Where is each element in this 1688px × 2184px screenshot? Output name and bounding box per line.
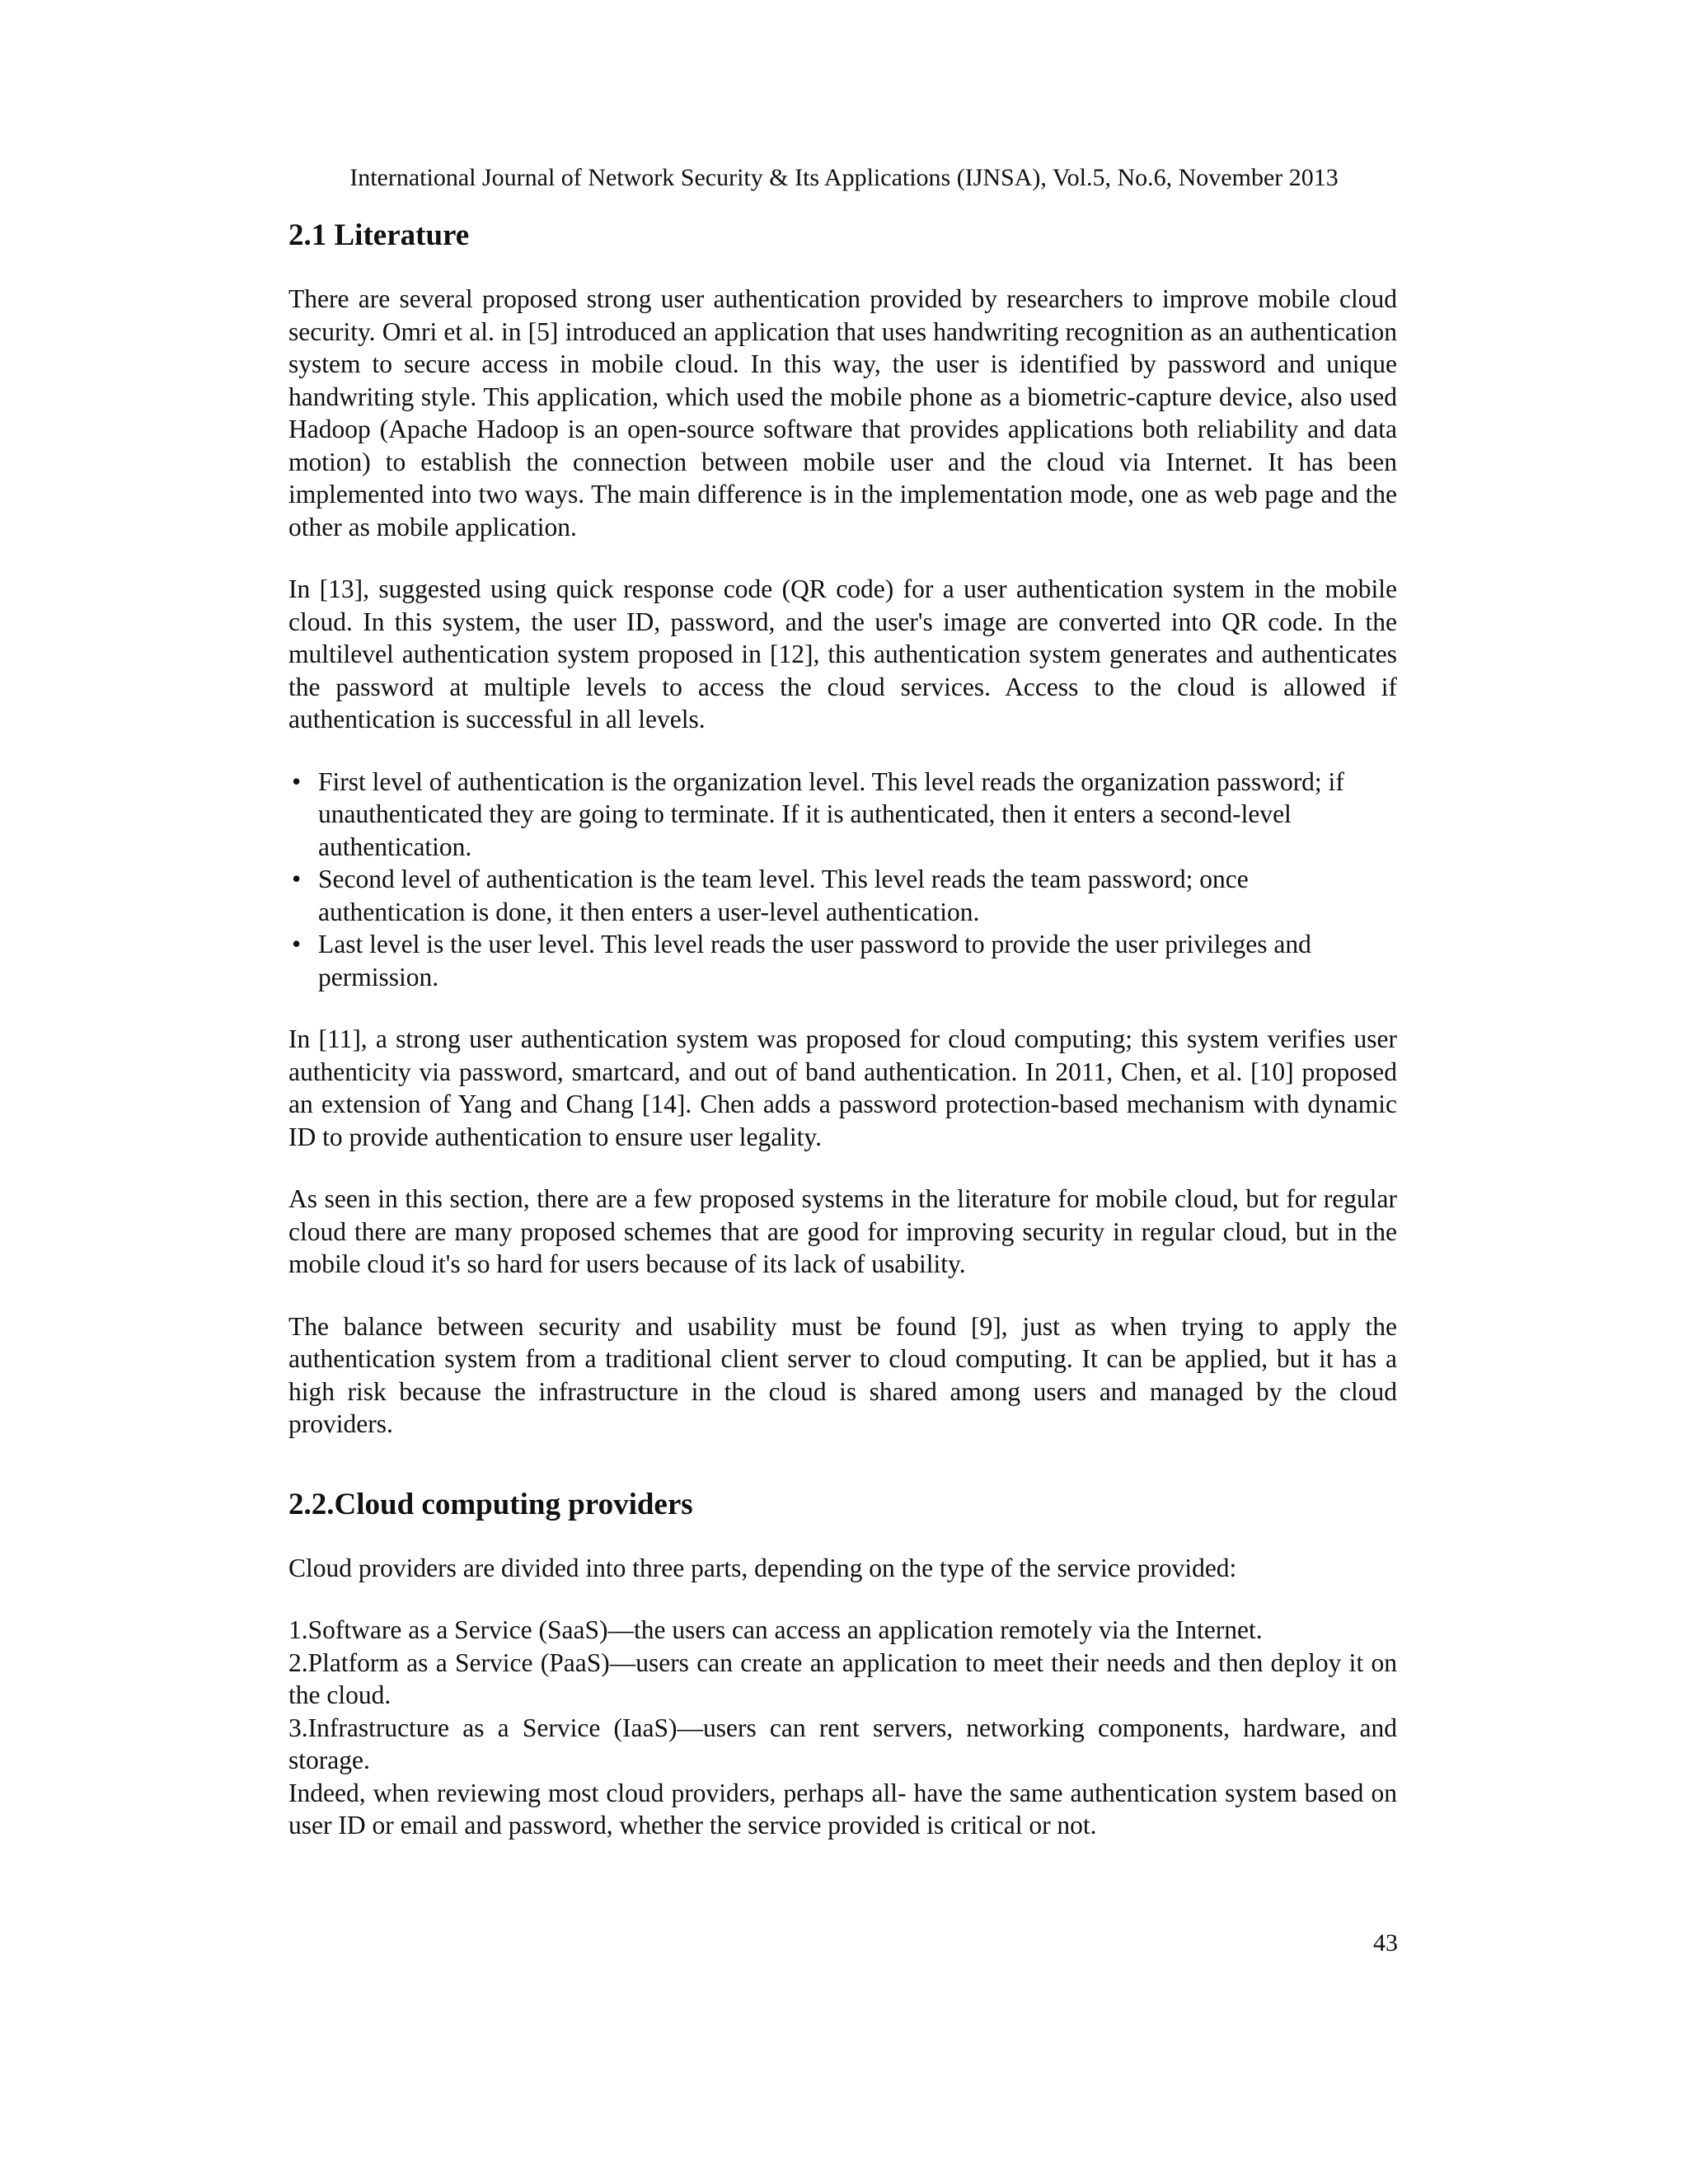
paragraph: Indeed, when reviewing most cloud providers, perhaps all- have the same authentication system based on user ID or email and password, whether the service provided is critical or not. <box>288 1778 1397 1840</box>
section-heading-cloud-providers: 2.2.Cloud computing providers <box>288 1487 693 1521</box>
running-header: International Journal of Network Security & Its Applications (IJNSA), Vol.5, No.6, November 2013 <box>349 164 1339 191</box>
authentication-levels-list <box>288 766 1397 994</box>
list-item: 1.Software as a Service (SaaS)—the users can access an application remotely via the Internet. <box>288 1615 1263 1644</box>
list-item: • Last level is the user level. This level reads the user password to provide the user privileges and permission. <box>288 928 1397 993</box>
section-heading-literature: 2.1 Literature <box>288 218 470 252</box>
paragraph: In [11], a strong user authentication system was proposed for cloud computing; this system verifies user authenticity via password, smartcard, and out of band authentication. In 2011, Chen, et al. [10] proposed an extension of Yang and Chang [14]. Chen adds a password protection-based mechanism with dynamic ID to provide authentication to ensure user legality. <box>288 1024 1397 1151</box>
list-item: 2.Platform as a Service (PaaS)—users can create an application to meet their needs and then deploy it on the cloud. <box>288 1647 1397 1709</box>
paragraph: In [13], suggested using quick response code (QR code) for a user authentication system in the mobile cloud. In this system, the user ID, password, and the user's image are converted into QR code. In the multilevel authentication system proposed in [12], this authentication system generates and authenticates the password at multiple levels to access the cloud services. Access to the cloud is allowed if authentication is successful in all levels. <box>288 574 1397 733</box>
paragraph: The balance between security and usability must be found [9], just as when trying to apply the authentication system from a traditional client server to cloud computing. It can be applied, but it has a high risk because the infrastructure in the cloud is shared among users and managed by the cloud providers. <box>288 1311 1397 1438</box>
service-models-list <box>288 1614 1397 1842</box>
paragraph: As seen in this section, there are a few proposed systems in the literature for mobile cloud, but for regular cloud there are many proposed schemes that are good for improving security in regular cloud, but in the mobile cloud it's so hard for users because of its lack of usability. <box>288 1184 1397 1278</box>
list-item: 3.Infrastructure as a Service (IaaS)—users can rent servers, networking components, hardware, and storage. <box>288 1713 1397 1774</box>
list-item: • Second level of authentication is the team level. This level reads the team password; once authentication is done, it then enters a user-level authentication. <box>288 863 1397 928</box>
paragraph: Cloud providers are divided into three parts, depending on the type of the service provided: <box>288 1553 1237 1582</box>
list-item: • First level of authentication is the organization level. This level reads the organization password; if unauthenticated they are going to terminate. If it is authenticated, then it enters a second-level authentication. <box>288 766 1397 864</box>
paragraph: There are several proposed strong user authentication provided by researchers to improve mobile cloud security. Omri et al. in [5] introduced an application that uses handwriting recognition as an authentication system to secure access in mobile cloud. In this way, the user is identified by password and unique handwriting style. This application, which used the mobile phone as a biometric-capture device, also used Hadoop (Apache Hadoop is an open-source software that provides applications both reliability and data motion) to establish the connection between mobile user and the cloud via Internet. It has been implemented into two ways. The main difference is in the implementation mode, one as web page and the other as mobile application. <box>288 284 1397 541</box>
page-body <box>288 213 1397 1842</box>
page-number: 43 <box>1373 1929 1398 1957</box>
